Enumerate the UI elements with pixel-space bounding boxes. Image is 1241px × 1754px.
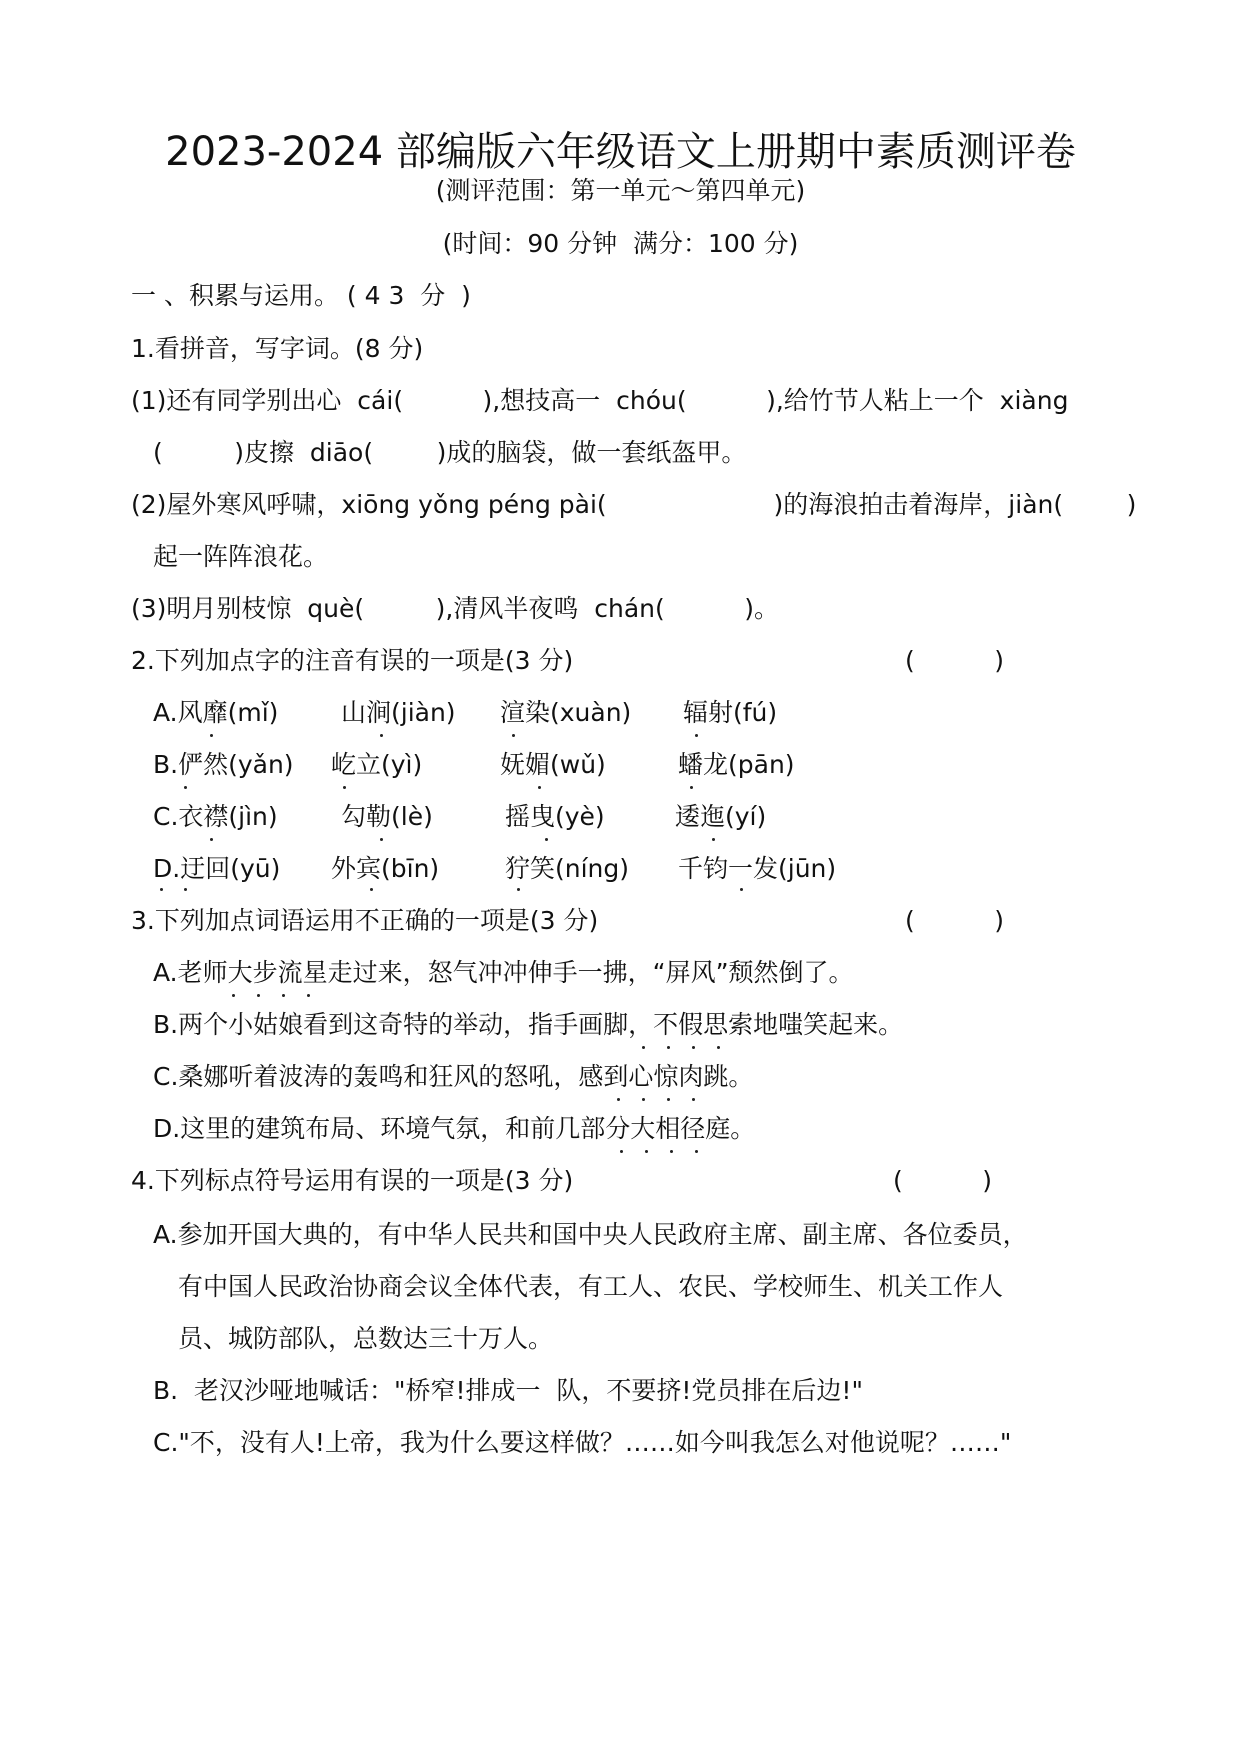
q4-option-b: B. 老汉沙哑地喊话："桥窄!排成一 队，不要挤!党员排在后边!": [153, 1376, 863, 1405]
emphasis-dot: [690, 786, 693, 789]
q2-option-a-1: A.风靡(mǐ): [153, 698, 279, 727]
emphasis-dot: [184, 888, 187, 891]
q2-option-d-2: 外宾(bīn): [331, 854, 440, 883]
emphasis-dot: [695, 734, 698, 737]
emphasis-dot: [642, 1046, 645, 1049]
q3-option-a: A.老师大步流星走过来，怒气冲冲伸手一拂，“屏风”颓然倒了。: [153, 958, 854, 987]
time-and-score: (时间：90 分钟 满分：100 分): [442, 229, 799, 258]
q3-option-c: C.桑娜听着波涛的轰鸣和狂风的怒吼，感到心惊肉跳。: [153, 1062, 754, 1091]
emphasis-dot: [257, 994, 260, 997]
q2-option-d-3: 狞笑(níng): [505, 854, 630, 883]
emphasis-dot: [210, 734, 213, 737]
emphasis-dot: [343, 786, 346, 789]
q1-part2-line2: 起一阵阵浪花。: [153, 542, 329, 571]
emphasis-dot: [517, 888, 520, 891]
emphasis-dot: [645, 1150, 648, 1153]
emphasis-dot: [512, 734, 515, 737]
q2-option-d-4: 千钧一发(jūn): [678, 854, 837, 883]
question-2-stem: 2.下列加点字的注音有误的一项是(3 分): [131, 646, 574, 675]
q4-option-a-line1: A.参加开国大典的，有中华人民共和国中央人民政府主席、副主席、各位委员，: [153, 1220, 1028, 1249]
emphasis-dot: [695, 1150, 698, 1153]
q4-option-c: C."不，没有人!上帝，我为什么要这样做？……如今叫我怎么对他说呢？……": [153, 1428, 1012, 1457]
emphasis-dot: [282, 994, 285, 997]
q3-option-d: D.这里的建筑布局、环境气氛，和前几部分大相径庭。: [153, 1114, 756, 1143]
test-scope: (测评范围：第一单元～第四单元): [435, 176, 806, 205]
emphasis-dot: [232, 994, 235, 997]
q1-part3-line1: (3)明月别枝惊 què( ),清风半夜鸣 chán( )。: [131, 594, 779, 623]
q4-answer-blank: ( ): [893, 1166, 992, 1195]
emphasis-dot: [380, 838, 383, 841]
emphasis-dot: [370, 888, 373, 891]
emphasis-dot: [620, 1150, 623, 1153]
emphasis-dot: [670, 1150, 673, 1153]
question-1-stem: 1.看拼音，写字词。(8 分): [131, 334, 424, 363]
emphasis-dot: [184, 786, 187, 789]
emphasis-dot: [538, 786, 541, 789]
question-3-stem: 3.下列加点词语运用不正确的一项是(3 分): [131, 906, 599, 935]
q2-option-b-4: 蟠龙(pān): [678, 750, 795, 779]
q3-option-b: B.两个小姑娘看到这奇特的举动，指手画脚，不假思索地嗤笑起来。: [153, 1010, 904, 1039]
emphasis-dot: [712, 838, 715, 841]
page-title: 2023-2024 部编版六年级语文上册期中素质测评卷: [165, 129, 1076, 175]
q2-option-c-2: 勾勒(lè): [341, 802, 433, 831]
emphasis-dot: [740, 888, 743, 891]
emphasis-dot: [210, 838, 213, 841]
q4-option-a-line2: 有中国人民政治协商会议全体代表，有工人、农民、学校师生、机关工作人: [178, 1272, 1004, 1301]
emphasis-dot: [667, 1098, 670, 1101]
q2-option-a-4: 辐射(fú): [683, 698, 778, 727]
emphasis-dot: [160, 888, 163, 891]
q3-answer-blank: ( ): [905, 906, 1004, 935]
emphasis-dot: [692, 1046, 695, 1049]
emphasis-dot: [667, 1046, 670, 1049]
emphasis-dot: [545, 838, 548, 841]
question-4-stem: 4.下列标点符号运用有误的一项是(3 分): [131, 1166, 574, 1195]
q2-option-b-3: 妩媚(wǔ): [500, 750, 606, 779]
q2-answer-blank: ( ): [905, 646, 1004, 675]
q2-option-c-3: 摇曳(yè): [505, 802, 605, 831]
q2-option-a-2: 山涧(jiàn): [341, 698, 456, 727]
section-heading: 一 、积累与运用。 ( 4 3 分 ): [131, 281, 471, 310]
emphasis-dot: [692, 1098, 695, 1101]
q2-option-a-3: 渲染(xuàn): [500, 698, 632, 727]
q2-option-b-2: 屹立(yì): [331, 750, 423, 779]
q2-option-c-4: 逶迤(yí): [675, 802, 767, 831]
q2-option-c-1: C.衣襟(jìn): [153, 802, 278, 831]
emphasis-dot: [717, 1046, 720, 1049]
q1-part1-line2: ( )皮擦 diāo( )成的脑袋，做一套纸盔甲。: [153, 438, 747, 467]
q2-option-b-1: B.俨然(yǎn): [153, 750, 294, 779]
emphasis-dot: [642, 1098, 645, 1101]
emphasis-dot: [380, 734, 383, 737]
q2-option-d-1: D.迂回(yū): [153, 854, 281, 883]
emphasis-dot: [617, 1098, 620, 1101]
q1-part2-line1: (2)屋外寒风呼啸，xiōng yǒng péng pài( )的海浪拍击着海岸，jiàn( ): [131, 490, 1137, 519]
emphasis-dot: [307, 994, 310, 997]
q1-part1-line1: (1)还有同学别出心 cái( ),想技高一 chóu( ),给竹节人粘上一个 xiàng: [131, 386, 1069, 415]
q4-option-a-line3: 员、城防部队，总数达三十万人。: [178, 1324, 554, 1353]
